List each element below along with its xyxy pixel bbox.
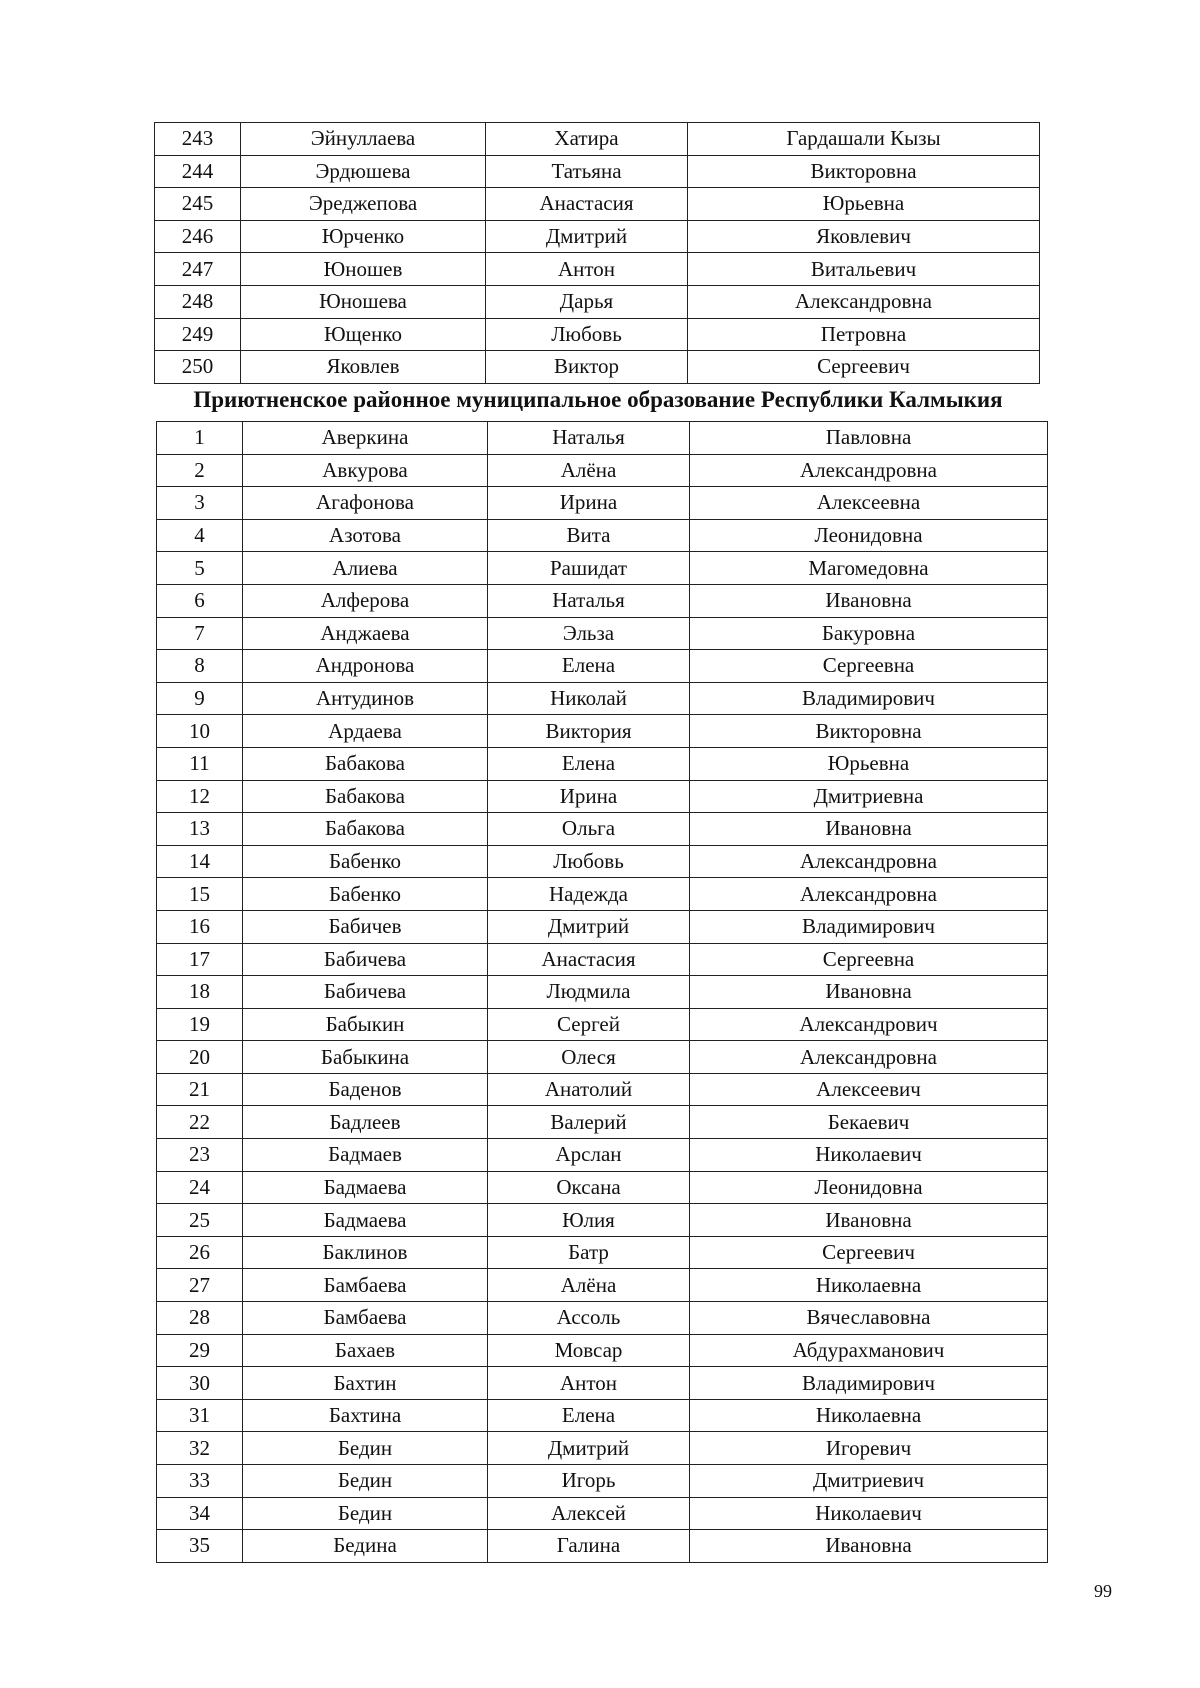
first-name-cell: Анастасия: [486, 188, 688, 221]
first-name-cell: Оксана: [488, 1171, 690, 1204]
patronymic-cell: Сергеевич: [690, 1236, 1048, 1269]
table-row: [157, 845, 1048, 878]
last-name-cell: Бедин: [243, 1465, 488, 1498]
top-table: [154, 122, 1040, 384]
table-row: [157, 1073, 1048, 1106]
first-name-cell: Алёна: [488, 1269, 690, 1302]
first-name-cell: Дмитрий: [488, 1432, 690, 1465]
table-row: [155, 351, 1040, 384]
last-name-cell: Бабакова: [243, 747, 488, 780]
table-row: [157, 1106, 1048, 1139]
last-name-cell: Юношев: [241, 253, 486, 286]
table-row: [157, 1399, 1048, 1432]
first-name-cell: Антон: [488, 1367, 690, 1400]
patronymic-cell: Алексеевич: [690, 1073, 1048, 1106]
table-row: [155, 123, 1040, 156]
patronymic-cell: Николаевич: [690, 1497, 1048, 1530]
patronymic-cell: Александрович: [690, 1008, 1048, 1041]
first-name-cell: Ирина: [488, 487, 690, 520]
patronymic-cell: Яковлевич: [688, 220, 1040, 253]
main-table-body: [157, 422, 1048, 1563]
first-name-cell: Валерий: [488, 1106, 690, 1139]
last-name-cell: Бамбаева: [243, 1302, 488, 1335]
row-number-cell: 15: [157, 878, 243, 911]
last-name-cell: Бахаев: [243, 1334, 488, 1367]
patronymic-cell: Сергеевич: [688, 351, 1040, 384]
table-row: [157, 1497, 1048, 1530]
row-number-cell: 21: [157, 1073, 243, 1106]
first-name-cell: Алексей: [488, 1497, 690, 1530]
table-row: [157, 617, 1048, 650]
table-row: [155, 220, 1040, 253]
table-row: [157, 650, 1048, 683]
patronymic-cell: Вячеславовна: [690, 1302, 1048, 1335]
last-name-cell: Эйнуллаева: [241, 123, 486, 156]
last-name-cell: Бахтин: [243, 1367, 488, 1400]
last-name-cell: Бабакова: [243, 780, 488, 813]
last-name-cell: Бабичева: [243, 943, 488, 976]
row-number-cell: 24: [157, 1171, 243, 1204]
table-row: [157, 682, 1048, 715]
patronymic-cell: Петровна: [688, 318, 1040, 351]
last-name-cell: Аверкина: [243, 422, 488, 455]
patronymic-cell: Гардашали Кызы: [688, 123, 1040, 156]
row-number-cell: 29: [157, 1334, 243, 1367]
first-name-cell: Дмитрий: [486, 220, 688, 253]
row-number-cell: 33: [157, 1465, 243, 1498]
row-number-cell: 23: [157, 1139, 243, 1172]
last-name-cell: Авкурова: [243, 454, 488, 487]
row-number-cell: 246: [155, 220, 241, 253]
table-row: [157, 780, 1048, 813]
table-row: [157, 552, 1048, 585]
table-row: [157, 976, 1048, 1009]
row-number-cell: 18: [157, 976, 243, 1009]
last-name-cell: Ющенко: [241, 318, 486, 351]
patronymic-cell: Юрьевна: [688, 188, 1040, 221]
table-row: [155, 155, 1040, 188]
table-row: [157, 878, 1048, 911]
patronymic-cell: Дмитриевич: [690, 1465, 1048, 1498]
row-number-cell: 1: [157, 422, 243, 455]
row-number-cell: 249: [155, 318, 241, 351]
table-row: [157, 1171, 1048, 1204]
patronymic-cell: Ивановна: [690, 1204, 1048, 1237]
table-row: [157, 1334, 1048, 1367]
table-row: [157, 1008, 1048, 1041]
table-row: [155, 285, 1040, 318]
first-name-cell: Ольга: [488, 813, 690, 846]
row-number-cell: 8: [157, 650, 243, 683]
row-number-cell: 26: [157, 1236, 243, 1269]
last-name-cell: Бабенко: [243, 845, 488, 878]
first-name-cell: Виктория: [488, 715, 690, 748]
patronymic-cell: Николаевна: [690, 1269, 1048, 1302]
table-row: [157, 487, 1048, 520]
first-name-cell: Ирина: [488, 780, 690, 813]
first-name-cell: Дмитрий: [488, 910, 690, 943]
patronymic-cell: Леонидовна: [690, 519, 1048, 552]
first-name-cell: Виктор: [486, 351, 688, 384]
first-name-cell: Игорь: [488, 1465, 690, 1498]
row-number-cell: 13: [157, 813, 243, 846]
table-row: [157, 747, 1048, 780]
last-name-cell: Алферова: [243, 584, 488, 617]
patronymic-cell: Ивановна: [690, 1530, 1048, 1563]
last-name-cell: Алиева: [243, 552, 488, 585]
first-name-cell: Елена: [488, 747, 690, 780]
row-number-cell: 12: [157, 780, 243, 813]
last-name-cell: Юношева: [241, 285, 486, 318]
table-row: [157, 1139, 1048, 1172]
first-name-cell: Хатира: [486, 123, 688, 156]
table-row: [157, 1465, 1048, 1498]
patronymic-cell: Алексеевна: [690, 487, 1048, 520]
table-row: [157, 1432, 1048, 1465]
table-row: [157, 813, 1048, 846]
first-name-cell: Сергей: [488, 1008, 690, 1041]
table-row: [157, 1204, 1048, 1237]
last-name-cell: Антудинов: [243, 682, 488, 715]
row-number-cell: 20: [157, 1041, 243, 1074]
table-row: [155, 318, 1040, 351]
patronymic-cell: Абдурахманович: [690, 1334, 1048, 1367]
last-name-cell: Бабыкина: [243, 1041, 488, 1074]
patronymic-cell: Павловна: [690, 422, 1048, 455]
row-number-cell: 16: [157, 910, 243, 943]
patronymic-cell: Сергеевна: [690, 650, 1048, 683]
patronymic-cell: Витальевич: [688, 253, 1040, 286]
first-name-cell: Анастасия: [488, 943, 690, 976]
last-name-cell: Ардаева: [243, 715, 488, 748]
first-name-cell: Наталья: [488, 584, 690, 617]
patronymic-cell: Викторовна: [688, 155, 1040, 188]
patronymic-cell: Александровна: [690, 1041, 1048, 1074]
patronymic-cell: Ивановна: [690, 813, 1048, 846]
last-name-cell: Азотова: [243, 519, 488, 552]
row-number-cell: 248: [155, 285, 241, 318]
last-name-cell: Бадмаев: [243, 1139, 488, 1172]
last-name-cell: Бабичев: [243, 910, 488, 943]
row-number-cell: 7: [157, 617, 243, 650]
row-number-cell: 35: [157, 1530, 243, 1563]
table-row: [157, 1302, 1048, 1335]
table-row: [157, 1367, 1048, 1400]
row-number-cell: 22: [157, 1106, 243, 1139]
last-name-cell: Баклинов: [243, 1236, 488, 1269]
last-name-cell: Эреджепова: [241, 188, 486, 221]
first-name-cell: Галина: [488, 1530, 690, 1563]
last-name-cell: Бахтина: [243, 1399, 488, 1432]
first-name-cell: Эльза: [488, 617, 690, 650]
page-number: 99: [1094, 1581, 1112, 1601]
first-name-cell: Батр: [488, 1236, 690, 1269]
table-row: [157, 1041, 1048, 1074]
main-table: [156, 421, 1048, 1563]
row-number-cell: 34: [157, 1497, 243, 1530]
row-number-cell: 2: [157, 454, 243, 487]
row-number-cell: 28: [157, 1302, 243, 1335]
last-name-cell: Юрченко: [241, 220, 486, 253]
patronymic-cell: Владимирович: [690, 682, 1048, 715]
row-number-cell: 245: [155, 188, 241, 221]
table-row: [157, 910, 1048, 943]
row-number-cell: 19: [157, 1008, 243, 1041]
first-name-cell: Юлия: [488, 1204, 690, 1237]
first-name-cell: Вита: [488, 519, 690, 552]
first-name-cell: Антон: [486, 253, 688, 286]
patronymic-cell: Дмитриевна: [690, 780, 1048, 813]
row-number-cell: 17: [157, 943, 243, 976]
table-row: [157, 943, 1048, 976]
row-number-cell: 6: [157, 584, 243, 617]
row-number-cell: 244: [155, 155, 241, 188]
row-number-cell: 3: [157, 487, 243, 520]
patronymic-cell: Александровна: [690, 878, 1048, 911]
top-table-body: [155, 123, 1040, 384]
table-row: [157, 584, 1048, 617]
first-name-cell: Дарья: [486, 285, 688, 318]
patronymic-cell: Ивановна: [690, 976, 1048, 1009]
patronymic-cell: Александровна: [690, 454, 1048, 487]
section-heading: Приютненское районное муниципальное образование Республики Калмыкия: [193, 387, 1003, 412]
table-row: [157, 715, 1048, 748]
row-number-cell: 32: [157, 1432, 243, 1465]
row-number-cell: 9: [157, 682, 243, 715]
first-name-cell: Ассоль: [488, 1302, 690, 1335]
last-name-cell: Бадлеев: [243, 1106, 488, 1139]
patronymic-cell: Викторовна: [690, 715, 1048, 748]
patronymic-cell: Сергеевна: [690, 943, 1048, 976]
last-name-cell: Яковлев: [241, 351, 486, 384]
last-name-cell: Бедин: [243, 1432, 488, 1465]
first-name-cell: Любовь: [488, 845, 690, 878]
last-name-cell: Бабенко: [243, 878, 488, 911]
patronymic-cell: Николаевич: [690, 1139, 1048, 1172]
last-name-cell: Андронова: [243, 650, 488, 683]
patronymic-cell: Александровна: [690, 845, 1048, 878]
last-name-cell: Бадмаева: [243, 1204, 488, 1237]
first-name-cell: Надежда: [488, 878, 690, 911]
row-number-cell: 247: [155, 253, 241, 286]
first-name-cell: Рашидат: [488, 552, 690, 585]
table-row: [155, 188, 1040, 221]
row-number-cell: 4: [157, 519, 243, 552]
row-number-cell: 25: [157, 1204, 243, 1237]
row-number-cell: 10: [157, 715, 243, 748]
patronymic-cell: Юрьевна: [690, 747, 1048, 780]
last-name-cell: Баденов: [243, 1073, 488, 1106]
patronymic-cell: Николаевна: [690, 1399, 1048, 1432]
row-number-cell: 30: [157, 1367, 243, 1400]
last-name-cell: Эрдюшева: [241, 155, 486, 188]
row-number-cell: 250: [155, 351, 241, 384]
patronymic-cell: Игоревич: [690, 1432, 1048, 1465]
patronymic-cell: Александровна: [688, 285, 1040, 318]
first-name-cell: Олеся: [488, 1041, 690, 1074]
first-name-cell: Арслан: [488, 1139, 690, 1172]
row-number-cell: 243: [155, 123, 241, 156]
row-number-cell: 5: [157, 552, 243, 585]
last-name-cell: Бабичева: [243, 976, 488, 1009]
patronymic-cell: Владимирович: [690, 1367, 1048, 1400]
row-number-cell: 11: [157, 747, 243, 780]
table-row: [155, 253, 1040, 286]
table-row: [157, 454, 1048, 487]
first-name-cell: Елена: [488, 650, 690, 683]
last-name-cell: Агафонова: [243, 487, 488, 520]
last-name-cell: Бабыкин: [243, 1008, 488, 1041]
first-name-cell: Николай: [488, 682, 690, 715]
last-name-cell: Бадмаева: [243, 1171, 488, 1204]
patronymic-cell: Бакуровна: [690, 617, 1048, 650]
last-name-cell: Бамбаева: [243, 1269, 488, 1302]
first-name-cell: Наталья: [488, 422, 690, 455]
table-row: [157, 519, 1048, 552]
row-number-cell: 31: [157, 1399, 243, 1432]
row-number-cell: 27: [157, 1269, 243, 1302]
table-row: [157, 422, 1048, 455]
patronymic-cell: Бекаевич: [690, 1106, 1048, 1139]
last-name-cell: Бедина: [243, 1530, 488, 1563]
first-name-cell: Елена: [488, 1399, 690, 1432]
last-name-cell: Бабакова: [243, 813, 488, 846]
patronymic-cell: Магомедовна: [690, 552, 1048, 585]
patronymic-cell: Ивановна: [690, 584, 1048, 617]
patronymic-cell: Леонидовна: [690, 1171, 1048, 1204]
first-name-cell: Алёна: [488, 454, 690, 487]
patronymic-cell: Владимирович: [690, 910, 1048, 943]
first-name-cell: Анатолий: [488, 1073, 690, 1106]
table-row: [157, 1236, 1048, 1269]
first-name-cell: Любовь: [486, 318, 688, 351]
last-name-cell: Анджаева: [243, 617, 488, 650]
table-row: [157, 1530, 1048, 1563]
last-name-cell: Бедин: [243, 1497, 488, 1530]
row-number-cell: 14: [157, 845, 243, 878]
table-row: [157, 1269, 1048, 1302]
first-name-cell: Татьяна: [486, 155, 688, 188]
first-name-cell: Мовсар: [488, 1334, 690, 1367]
first-name-cell: Людмила: [488, 976, 690, 1009]
